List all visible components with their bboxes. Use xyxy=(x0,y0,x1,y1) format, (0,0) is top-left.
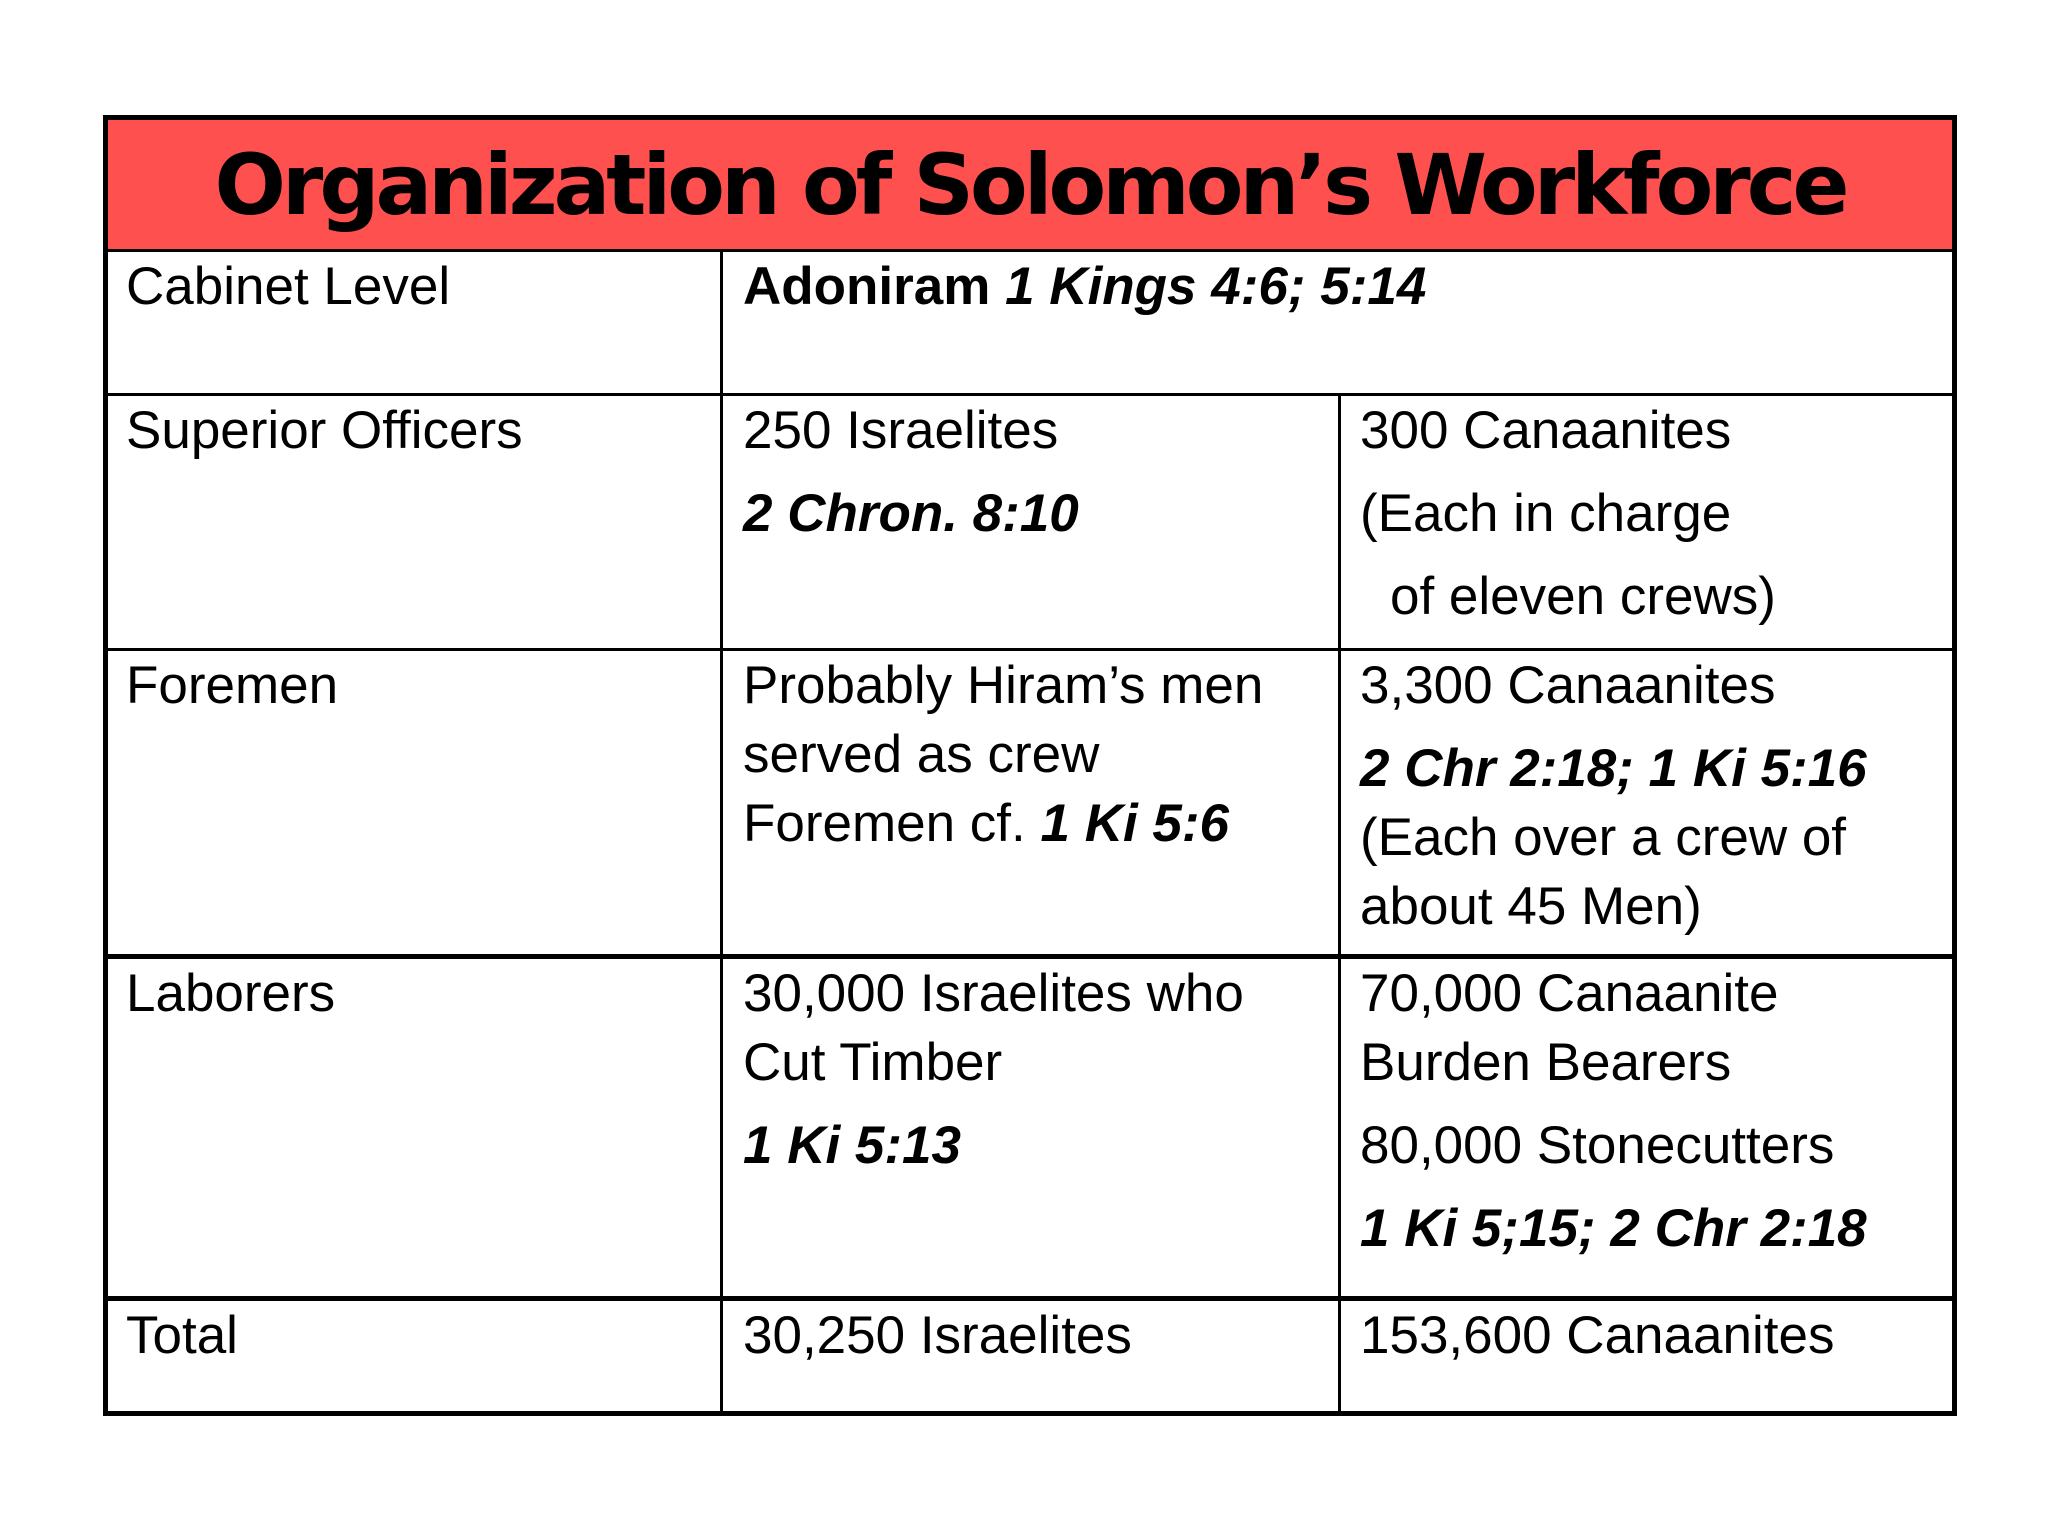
cabinet-label: Cabinet Level xyxy=(126,257,451,316)
superior-canaan-count: 300 Canaanites xyxy=(1360,401,1732,460)
foremen-canaan-note-2: about 45 Men) xyxy=(1360,877,1702,936)
superior-israel-count: 250 Israelites xyxy=(743,401,1059,460)
laborers-canaan-line-2: Burden Bearers xyxy=(1360,1033,1732,1092)
superior-canaan-note-1: (Each in charge xyxy=(1360,484,1732,543)
laborers-canaan-line-3: 80,000 Stonecutters xyxy=(1360,1116,1835,1175)
laborers-israel-line-2: Cut Timber xyxy=(743,1033,1003,1092)
laborers-israel-line-1: 30,000 Israelites who xyxy=(743,964,1244,1023)
total-israel: 30,250 Israelites xyxy=(743,1306,1132,1365)
title-bar xyxy=(108,120,1952,252)
workforce-table xyxy=(103,115,1957,1416)
total-canaan-cell xyxy=(1360,1301,1834,1370)
total-label: Total xyxy=(126,1306,238,1365)
table-title: Organization of Solomon’s Workforce xyxy=(214,135,1846,234)
foremen-label: Foremen xyxy=(126,656,339,715)
superior-canaan-cell xyxy=(1360,396,1776,631)
foremen-israel-ref: 1 Ki 5:6 xyxy=(1040,794,1230,853)
cabinet-ref: 1 Kings 4:6; 5:14 xyxy=(1005,257,1427,316)
foremen-canaan-ref: 2 Chr 2:18; 1 Ki 5:16 xyxy=(1360,739,1867,798)
cabinet-name: Adoniram xyxy=(743,257,991,316)
total-israel-cell xyxy=(743,1301,1132,1370)
superior-canaan-note-2: of eleven crews) xyxy=(1390,567,1776,626)
cabinet-value-cell xyxy=(743,252,1426,321)
foremen-israel-line-1: Probably Hiram’s men xyxy=(743,656,1264,715)
column-divider-2 xyxy=(1338,396,1341,1416)
superior-israel-ref: 2 Chron. 8:10 xyxy=(743,484,1079,543)
total-canaan: 153,600 Canaanites xyxy=(1360,1306,1835,1365)
superior-label: Superior Officers xyxy=(126,401,523,460)
foremen-canaan-cell xyxy=(1360,651,1867,941)
foremen-israel-line-3: Foremen cf. xyxy=(743,794,1026,853)
foremen-canaan-count: 3,300 Canaanites xyxy=(1360,656,1776,715)
laborers-canaan-line-1: 70,000 Canaanite xyxy=(1360,964,1779,1023)
foremen-israel-line-2: served as crew xyxy=(743,725,1100,784)
cabinet-label-cell xyxy=(126,252,450,321)
laborers-canaan-ref: 1 Ki 5;15; 2 Chr 2:18 xyxy=(1360,1199,1867,1258)
superior-label-cell xyxy=(126,396,523,465)
column-divider-1 xyxy=(720,252,723,1416)
laborers-israel-cell xyxy=(743,959,1244,1180)
laborers-label-cell xyxy=(126,959,335,1028)
foremen-canaan-note-1: (Each over a crew of xyxy=(1360,808,1847,867)
total-label-cell xyxy=(126,1301,238,1370)
laborers-label: Laborers xyxy=(126,964,336,1023)
laborers-canaan-cell xyxy=(1360,959,1867,1263)
laborers-israel-ref: 1 Ki 5:13 xyxy=(743,1116,962,1175)
superior-israel-cell xyxy=(743,396,1079,548)
foremen-israel-cell xyxy=(743,651,1263,858)
foremen-label-cell xyxy=(126,651,338,720)
